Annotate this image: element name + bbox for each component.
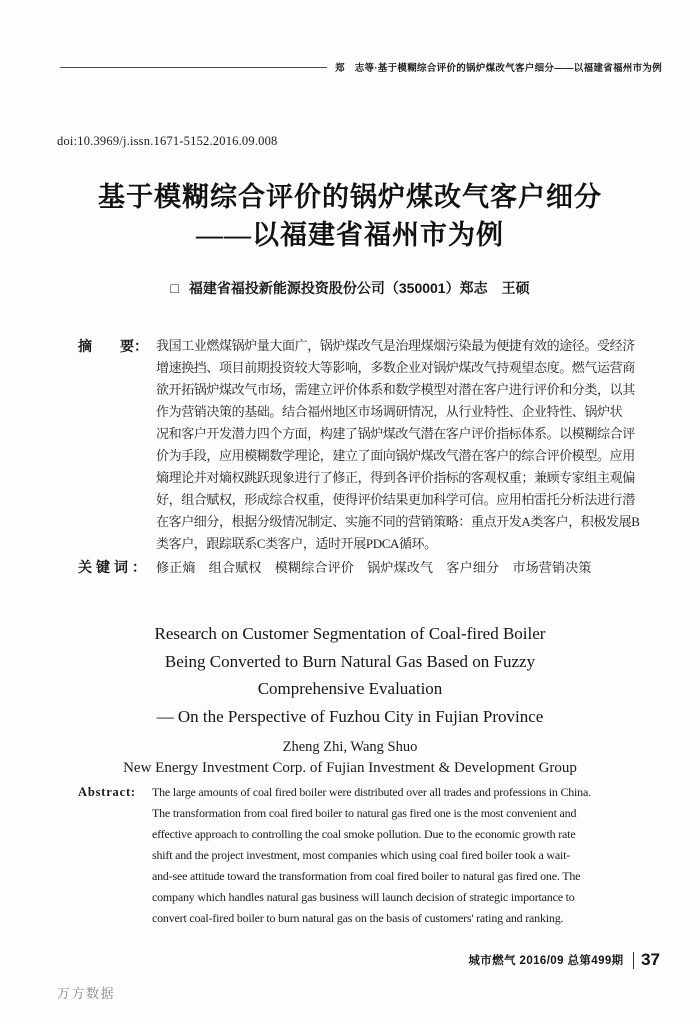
abstract-cn-body: 我国工业燃煤锅炉量大面广，锅炉煤改气是治理煤烟污染最为便捷有效的途径。受经济 增速换挡、项目前期投资较大等影响，多数企业对锅炉煤改气持观望态度。燃气运营商 欲开拓锅炉煤改气市场，需建立评价体系和数学模型对潜在客户进行评价和分类，以其 作为营销决策的基础。结合福州地区市场调研情况，从行业特性、企业特性、锅炉状 况和客户开发潜力四个方面，构建了锅炉煤改气潜在客户评价指标体系。以模糊综合评 价为手段，应用模糊数学理论，建立了面向锅炉煤改气潜在客户的综合评价模型。应用 熵理论并对熵权跳跃现象进行了修正，得到各评价指标的客观权重；兼顾专家组主观偏 好，组合赋权，形成综合权重，使得评价结果更加科学可信。应用柏雷托分析法进行潜 在客户细分，根据分级情况制定、实施不同的营销策略：重点开发A类客户，积极发展B 类客户，跟踪联系C类客户，适时开展PDCA循环。 xyxy=(156,338,640,551)
author-affiliation-line xyxy=(0,278,700,298)
abstract-cn-label-char1: 摘 xyxy=(78,338,92,354)
keywords-block xyxy=(78,557,650,578)
author-affiliation-text: 福建省福投新能源投资股份公司（350001）郑志 王硕 xyxy=(188,280,530,296)
authors-en: Zheng Zhi, Wang Shuo xyxy=(282,739,418,755)
doi-text: doi:10.3969/j.issn.1671-5152.2016.09.008 xyxy=(57,134,278,148)
paper-title-en-line4: — On the Perspective of Fuzhou City in Fujian Province xyxy=(156,706,544,726)
abstract-cn-label xyxy=(78,335,148,555)
affiliation-en: New Energy Investment Corp. of Fujian Investment & Development Group xyxy=(123,760,577,776)
paper-title-en-line2: Being Converted to Burn Natural Gas Based on Fuzzy xyxy=(164,651,536,671)
paper-title-cn-line1: 基于模糊综合评价的锅炉煤改气客户细分 xyxy=(98,182,602,212)
paper-title-en xyxy=(0,620,700,730)
paper-title-en-line1: Research on Customer Segmentation of Coal-fired Boiler xyxy=(154,624,546,643)
paper-title-en-line3: Comprehensive Evaluation xyxy=(257,679,443,698)
abstract-cn-block xyxy=(78,335,650,555)
running-header-text: 郑 志等·基于模糊综合评价的锅炉煤改气客户细分——以福建省福州市为例 xyxy=(335,63,662,74)
square-marker-icon: □ xyxy=(170,280,179,296)
footer-divider xyxy=(633,952,635,969)
abstract-en-label: Abstract: xyxy=(78,785,136,799)
paper-title-cn-line2: ——以福建省福州市为例 xyxy=(196,220,504,250)
abstract-en-block xyxy=(78,782,656,929)
abstract-cn-label-char2: 要： xyxy=(120,338,148,354)
keywords-body: 修正熵 组合赋权 模糊综合评价 锅炉煤改气 客户细分 市场营销决策 xyxy=(156,560,592,575)
abstract-en-body: The large amounts of coal fired boiler were distributed over all trades and professions in China. The transformation from coal fired boiler to natural gas fired one is the most convenient and effective approach to controlling the coal smoke pollution. Due to the economic growth rate shift and the project investment, most companies which using coal fired boiler took a wait- and-see attitude toward the transformation from coal fired boiler to natural gas fired one. The company which handles natural gas business will launch decision of strategic importance to convert coal-fired boiler to burn natural gas on the basis of customers' rating and ranking. xyxy=(152,785,591,925)
paper-title-cn xyxy=(0,178,700,254)
header-rule xyxy=(60,67,327,68)
running-header xyxy=(60,60,662,74)
wanfang-watermark: 万方数据 xyxy=(57,986,116,1001)
journal-issue-text: 城市燃气 2016/09 总第499期 xyxy=(468,955,624,967)
page-number: 37 xyxy=(641,950,660,969)
journal-footer xyxy=(468,950,660,970)
keywords-label: 关键词： xyxy=(78,559,150,575)
